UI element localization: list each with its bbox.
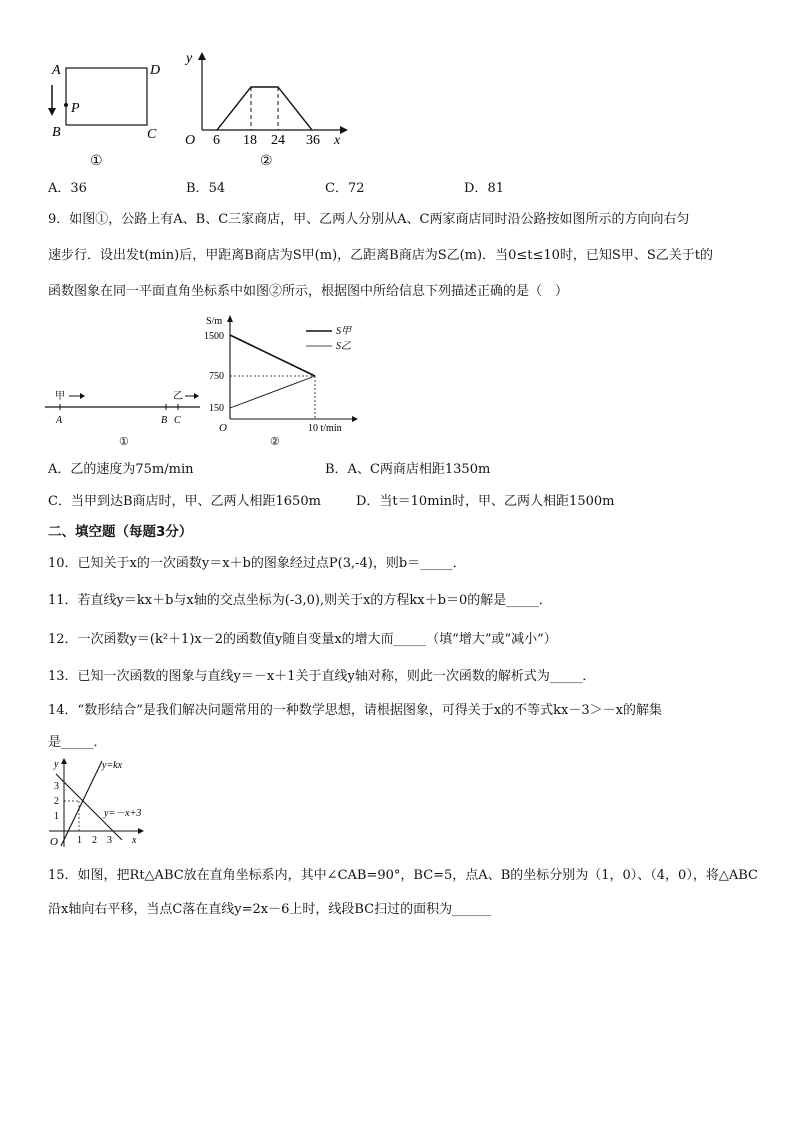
tick-x-3: 3 <box>107 835 112 846</box>
caption-1: ① <box>119 436 129 448</box>
tick-y-2: 2 <box>54 796 59 807</box>
q10: 10．已知关于x的一次函数y＝x＋b的图象经过点P(3,-4)，则b＝_____． <box>48 556 466 571</box>
q8-option-b[interactable] <box>186 180 225 198</box>
legend-s-jia: S甲 <box>336 326 351 337</box>
option-letter: A． <box>48 181 71 196</box>
q14-line-1: 14．“数形结合”是我们解决问题常用的一种数学思想，请根据图象，可得关于x的不等式kx－3＞－x的解集 <box>48 703 662 718</box>
q9-option-c[interactable]: C．当甲到达B商店时，甲、乙两人相距1650m <box>48 494 321 509</box>
label-B: B <box>161 415 168 426</box>
tick-1500: 1500 <box>204 331 224 342</box>
tick-y-1: 1 <box>54 811 59 822</box>
label-D: D <box>150 63 161 78</box>
tick-150: 150 <box>209 403 224 414</box>
q12: 12．一次函数y＝(k²＋1)x－2的函数值y随自变量x的增大而_____（填“增大”或“减小”） <box>48 632 557 647</box>
label-P: P <box>71 101 80 116</box>
tick-24: 24 <box>271 133 285 148</box>
q8-figure-rectangle <box>40 50 170 170</box>
label-A: A <box>56 415 63 426</box>
q14-figure-graph <box>44 755 154 850</box>
q9-option-d[interactable]: D．当t＝10min时，甲、乙两人相距1500m <box>356 494 615 509</box>
section-fill-in-heading: 二、填空题（每题3分） <box>48 524 193 540</box>
q9-option-a[interactable]: A．乙的速度为75m/min <box>48 462 194 477</box>
q8-option-a[interactable] <box>48 180 87 198</box>
q15-line-1: 15．如图，把Rt△ABC放在直角坐标系内，其中∠CAB=90°，BC=5，点A、B的坐标分别为（1，0）、（4，0），将△ABC <box>48 868 758 883</box>
tick-18: 18 <box>243 133 257 148</box>
q8-caption-2: ② <box>260 153 273 169</box>
origin: O <box>219 422 227 434</box>
label-jia: 甲 <box>55 391 65 402</box>
label-A: A <box>52 63 61 78</box>
legend-s-yi: S乙 <box>336 341 351 352</box>
label-y-neg-x-plus-3: y=－x+3 <box>104 808 142 819</box>
q9-figure-graph <box>200 312 370 450</box>
x-axis-label: 10 t/min <box>308 423 342 434</box>
axis-x: x <box>132 835 137 846</box>
label-B: B <box>52 125 61 140</box>
q8-figure-graph <box>180 48 350 148</box>
axis-y: y <box>186 51 193 66</box>
option-letter: B． <box>186 181 209 196</box>
tick-y-3: 3 <box>54 781 59 792</box>
tick-36: 36 <box>306 133 320 148</box>
option-letter: D． <box>464 181 488 196</box>
option-text: 36 <box>70 181 87 196</box>
q11: 11．若直线y＝kx＋b与x轴的交点坐标为(-3,0),则关于x的方程kx＋b＝0的解是_____． <box>48 593 552 608</box>
q14-line-2: 是_____． <box>48 735 107 750</box>
q13: 13．已知一次函数的图象与直线y＝－x＋1关于直线y轴对称，则此一次函数的解析式为_____． <box>48 669 596 684</box>
y-axis-label: S/m <box>206 316 223 327</box>
q9-line-1: 9．如图①，公路上有A、B、C三家商店，甲、乙两人分别从A、C两家商店同时沿公路按如图所示的方向向右匀 <box>48 212 690 227</box>
label-yi: 乙 <box>173 391 183 402</box>
label-C: C <box>147 127 157 142</box>
option-text: 54 <box>208 181 226 196</box>
q8-caption-1: ① <box>90 153 103 169</box>
option-text: 72 <box>347 181 365 196</box>
tick-6: 6 <box>213 133 220 148</box>
option-text: 81 <box>487 181 504 196</box>
origin: O <box>50 836 58 848</box>
tick-x-2: 2 <box>92 835 97 846</box>
q9-figure-road <box>45 385 205 450</box>
q9-line-2: 速步行．设出发t(min)后，甲距离B商店为S甲(m)，乙距离B商店为S乙(m)．当0≤t≤10时，已知S甲、S乙关于t的 <box>48 248 713 263</box>
tick-x-1: 1 <box>77 835 82 846</box>
tick-750: 750 <box>209 371 224 382</box>
origin: O <box>185 133 196 148</box>
q8-option-d[interactable] <box>464 180 504 198</box>
option-letter: C． <box>325 181 348 196</box>
axis-y: y <box>54 759 59 770</box>
q15-line-2: 沿x轴向右平移，当点C落在直线y=2x－6上时，线段BC扫过的面积为______ <box>48 902 492 917</box>
q9-option-b[interactable]: B．A、C两商店相距1350m <box>325 462 491 477</box>
q8-option-c[interactable] <box>325 180 365 198</box>
label-C: C <box>174 415 181 426</box>
label-y-kx: y=kx <box>102 760 123 771</box>
axis-x: x <box>334 133 341 148</box>
q9-line-3: 函数图象在同一平面直角坐标系中如图②所示，根据图中所给信息下列描述正确的是（ ） <box>48 284 569 299</box>
caption-2: ② <box>270 436 280 448</box>
